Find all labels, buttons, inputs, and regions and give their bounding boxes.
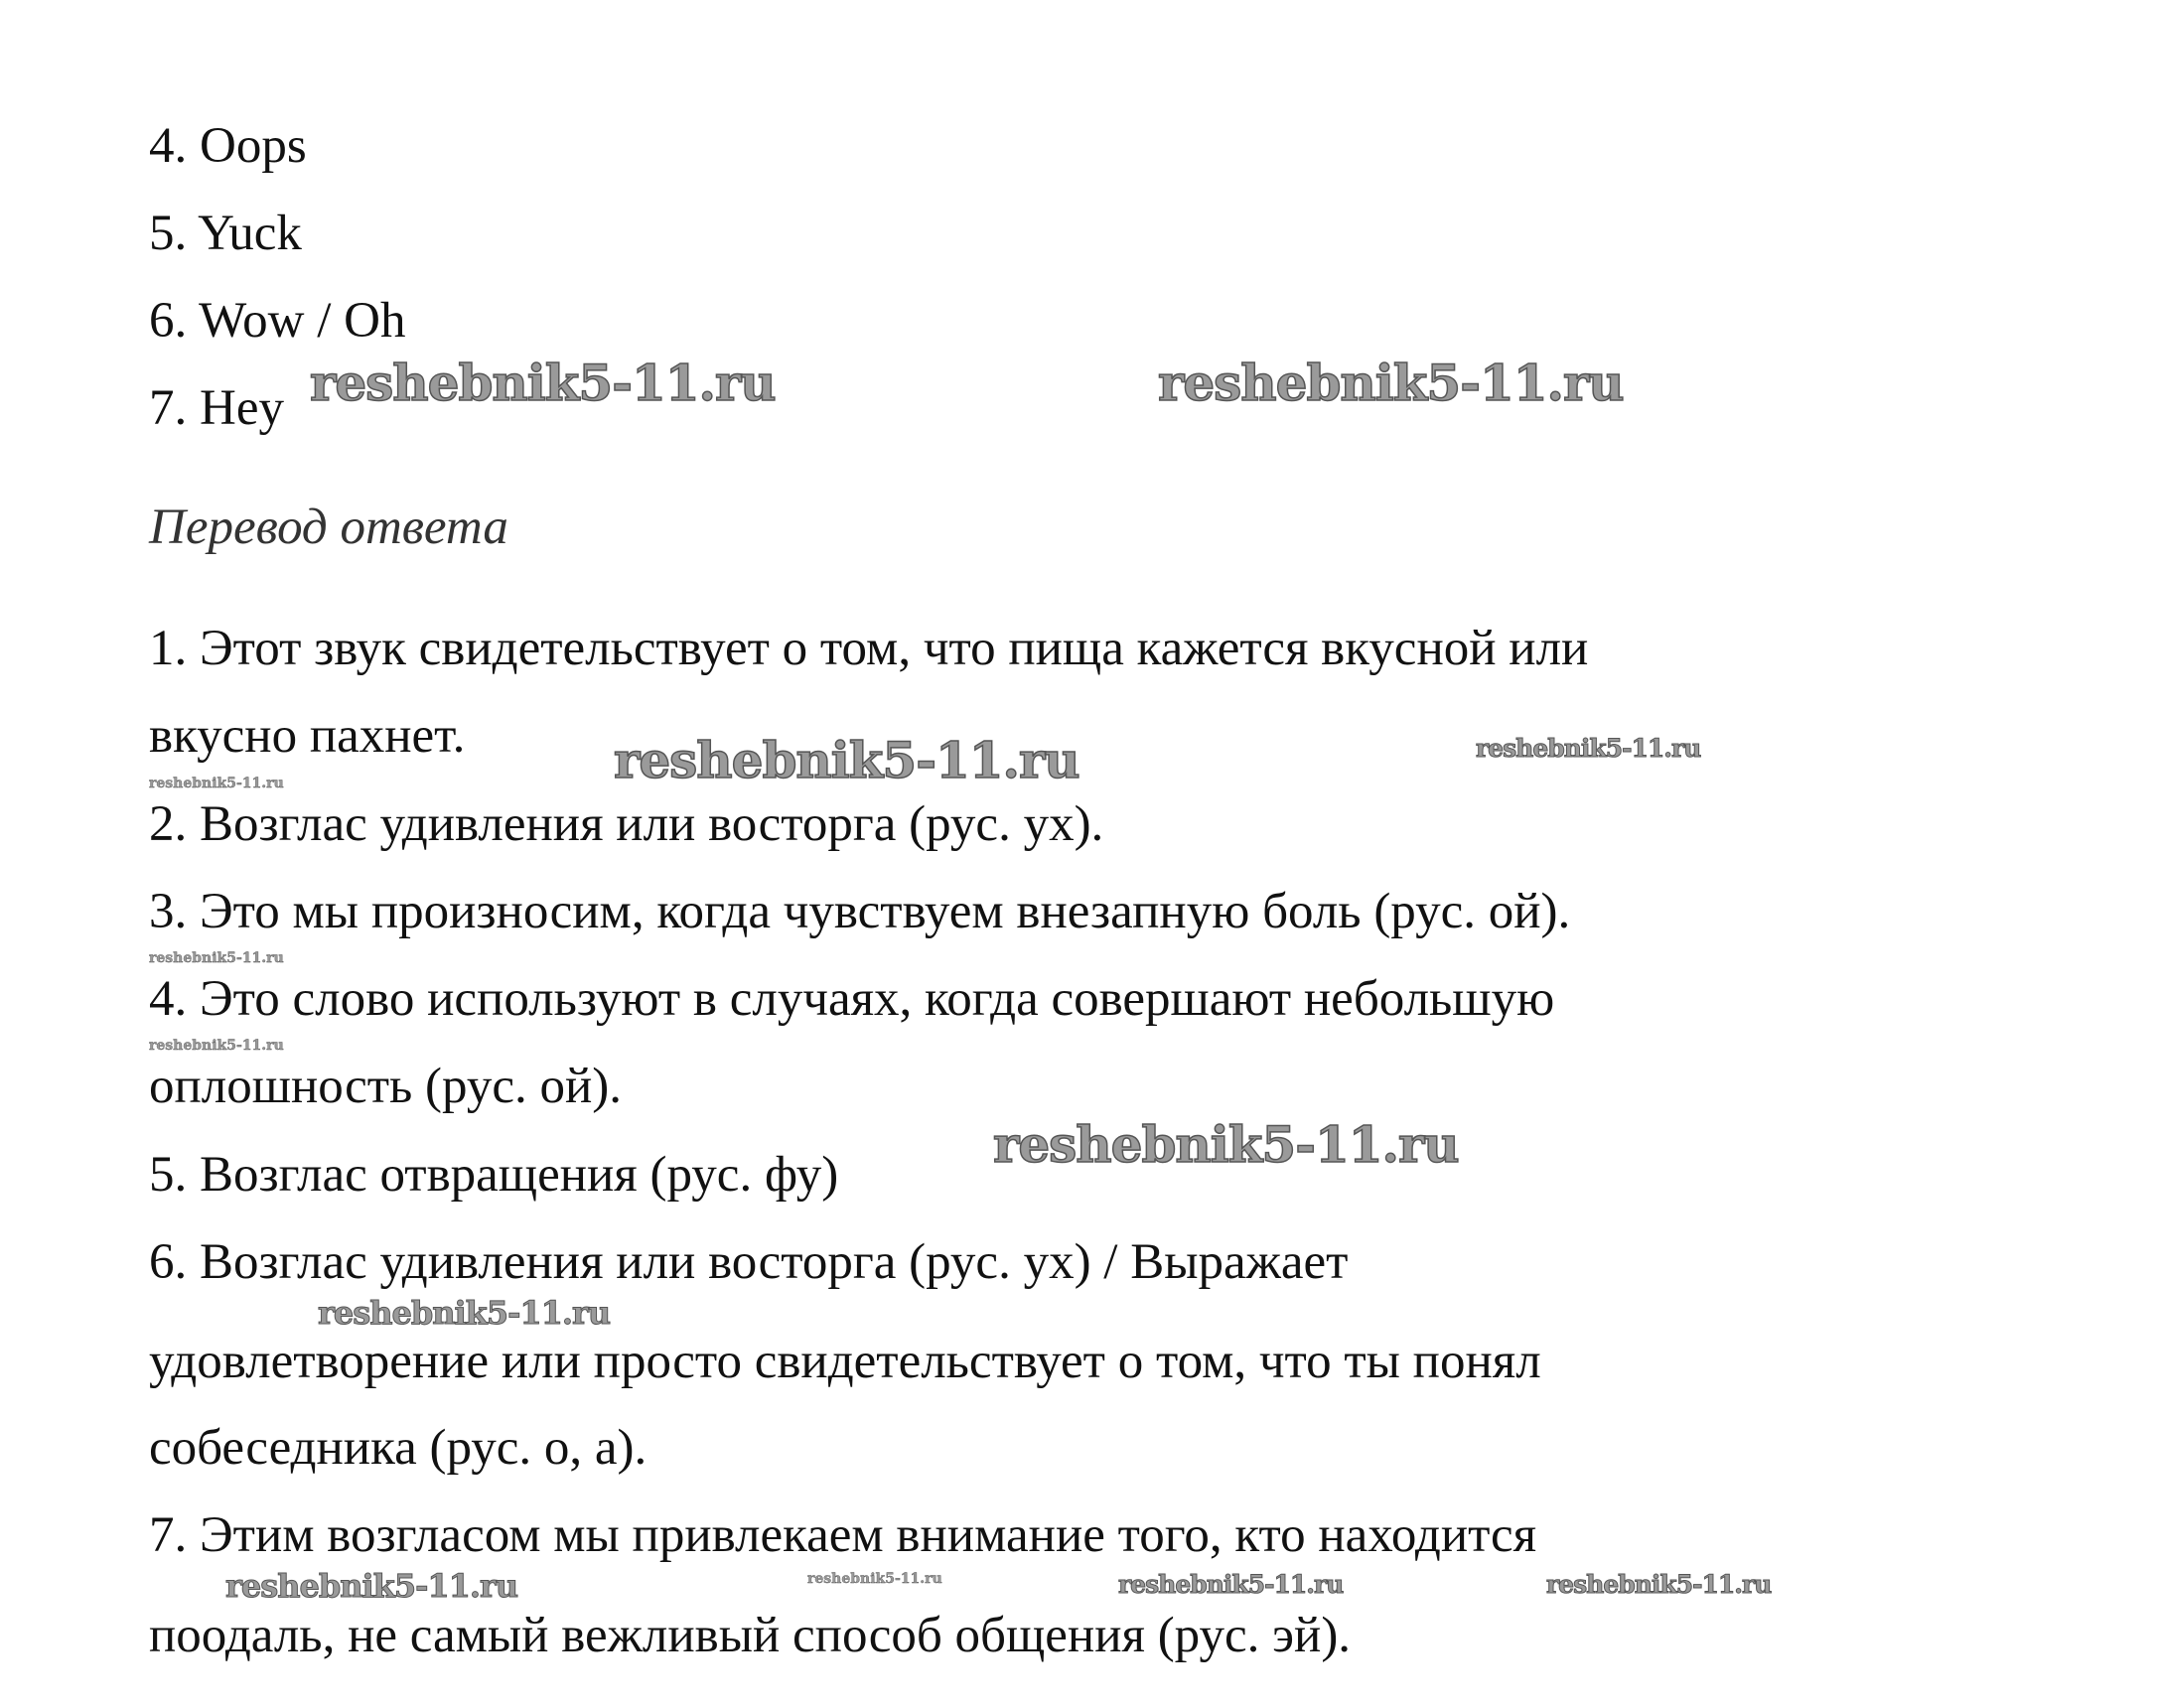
translation-line: собеседника (рус. о, а). [149, 1420, 647, 1476]
translation-line: вкусно пахнет. [149, 708, 466, 764]
watermark: reshebnik5-11.ru [1546, 1570, 1772, 1599]
translation-line: удовлетворение или просто свидетельствует о том, что ты понял [149, 1334, 1541, 1389]
translation-line: поодаль, не самый вежливый способ общения (рус. эй). [149, 1608, 1352, 1663]
answer-line: 5. Yuck [149, 206, 302, 261]
watermark: reshebnik5-11.ru [310, 354, 776, 412]
watermark: reshebnik5-11.ru [614, 731, 1079, 789]
answer-line: 6. Wow / Oh [149, 293, 406, 349]
translation-heading: Перевод ответа [149, 499, 508, 555]
watermark: reshebnik5-11.ru [1476, 734, 1701, 763]
watermark: reshebnik5-11.ru [807, 1571, 942, 1587]
watermark: reshebnik5-11.ru [149, 1038, 284, 1054]
translation-line: 3. Это мы произносим, когда чувствуем внезапную боль (рус. ой). [149, 884, 1571, 939]
answer-line: 4. Oops [149, 118, 307, 174]
translation-line: 1. Этот звук свидетельствует о том, что пища кажется вкусной или [149, 621, 1589, 676]
watermark: reshebnik5-11.ru [149, 950, 284, 966]
watermark: reshebnik5-11.ru [149, 776, 284, 791]
translation-line: 6. Возглас удивления или восторга (рус. ух) / Выражает [149, 1234, 1349, 1290]
watermark: reshebnik5-11.ru [225, 1567, 518, 1605]
watermark: reshebnik5-11.ru [993, 1115, 1459, 1174]
translation-line: 2. Возглас удивления или восторга (рус. ух). [149, 796, 1104, 852]
watermark: reshebnik5-11.ru [1118, 1570, 1344, 1599]
translation-line: 5. Возглас отвращения (рус. фу) [149, 1147, 839, 1203]
translation-line: 4. Это слово используют в случаях, когда совершают небольшую [149, 971, 1555, 1027]
translation-line: оплошность (рус. ой). [149, 1059, 622, 1114]
answer-line: 7. Hey [149, 380, 284, 436]
watermark: reshebnik5-11.ru [318, 1294, 611, 1332]
watermark: reshebnik5-11.ru [1158, 354, 1624, 412]
translation-line: 7. Этим возгласом мы привлекаем внимание того, кто находится [149, 1507, 1537, 1563]
